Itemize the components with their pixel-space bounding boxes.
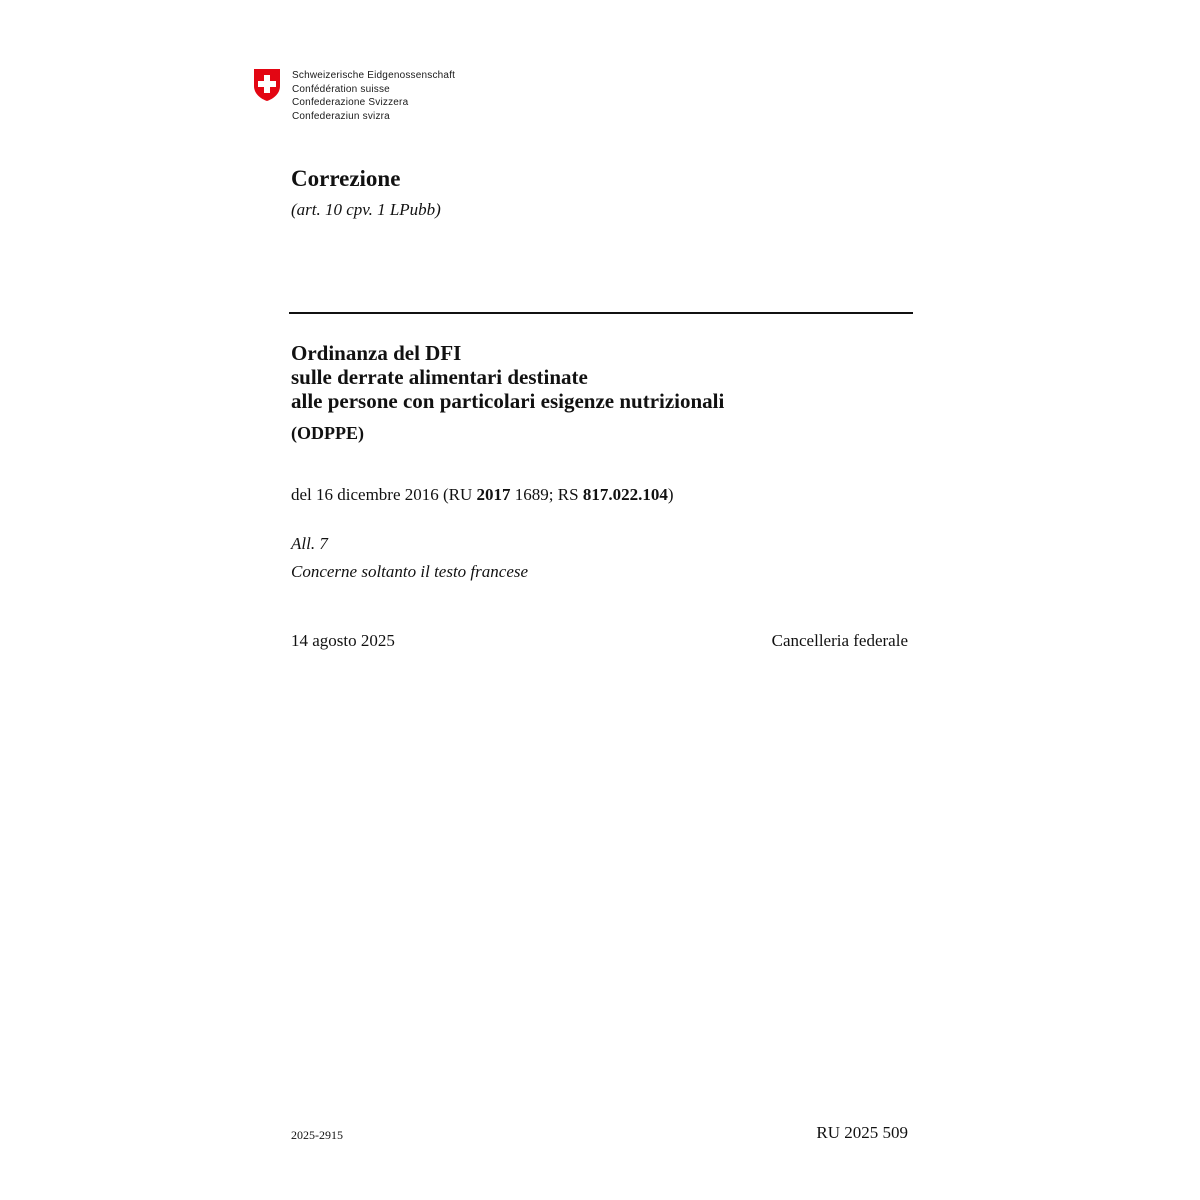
divider <box>289 312 913 314</box>
reference-rs-number: 817.022.104 <box>582 485 668 504</box>
agency-name-fr: Confédération suisse <box>292 83 390 95</box>
reference-middle: 1689; RS <box>510 485 583 504</box>
ordinance-title-line: Ordinanza del DFI <box>291 341 462 365</box>
swiss-cross-shield-icon <box>252 68 282 102</box>
page-title: Correzione <box>291 166 401 191</box>
ordinance-reference <box>291 483 674 507</box>
ordinance-title <box>291 341 724 413</box>
footer-ru-reference: RU 2025 509 <box>816 1123 908 1142</box>
annex-label: All. 7 <box>291 534 328 553</box>
agency-name-block <box>292 69 455 123</box>
agency-name-de: Schweizerische Eidgenossenschaft <box>292 70 456 81</box>
reference-suffix: ) <box>667 485 674 504</box>
agency-name-it: Confederazione Svizzera <box>292 97 409 108</box>
reference-ru-year: 2017 <box>476 485 511 504</box>
reference-prefix: del 16 dicembre 2016 (RU <box>291 485 477 504</box>
agency-name-rm: Confederaziun svizra <box>292 110 390 122</box>
footer-doc-number: 2025-2915 <box>291 1128 343 1142</box>
signature-authority: Cancelleria federale <box>771 631 908 650</box>
ordinance-title-line: sulle derrate alimentari destinate <box>291 365 588 389</box>
ordinance-title-line: alle persone con particolari esigenze nutrizionali <box>291 389 725 413</box>
ordinance-abbreviation: (ODPPE) <box>291 423 364 443</box>
legal-basis: (art. 10 cpv. 1 LPubb) <box>291 200 441 219</box>
signature-date: 14 agosto 2025 <box>291 631 395 650</box>
annex-note: Concerne soltanto il testo francese <box>291 562 529 581</box>
